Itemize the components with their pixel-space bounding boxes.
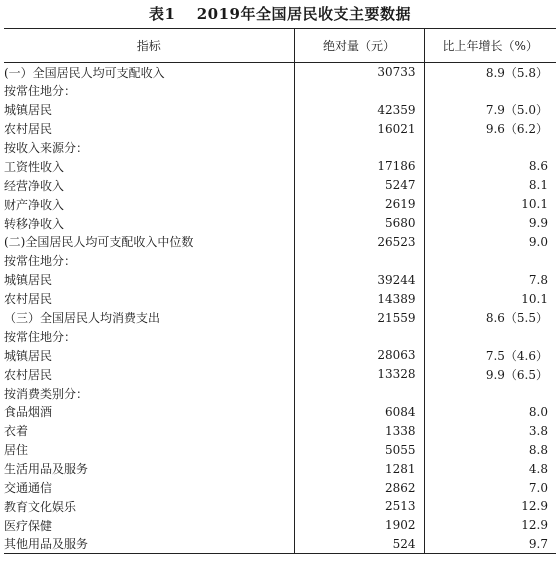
row-value [294,384,424,403]
row-label: (一）全国居民人均可支配收入 [4,65,165,80]
table-row [4,384,556,403]
table-row [4,81,556,100]
row-value: 2513 [294,497,424,516]
table-row [4,365,556,384]
row-label: 居住 [4,443,29,458]
header-absolute-amount: 绝对量（元） [294,29,424,63]
table-row [4,289,556,308]
row-growth: 8.9（5.8） [424,63,556,82]
row-value: 5247 [294,176,424,195]
row-value: 16021 [294,119,424,138]
table-row [4,497,556,516]
row-label: 农村居民 [4,367,53,382]
row-label: 城镇居民 [4,103,53,118]
row-value: 17186 [294,157,424,176]
table-row [4,195,556,214]
row-growth: 7.8 [424,270,556,289]
row-value: 13328 [294,365,424,384]
row-growth [424,81,556,100]
row-growth: 8.6（5.5） [424,308,556,327]
row-growth [424,251,556,270]
table-row [4,270,556,289]
row-label: 城镇居民 [4,348,53,363]
row-label: 按收入来源分： [4,141,89,155]
row-label: 医疗保健 [4,518,53,533]
row-growth [424,384,556,403]
row-label: 按常住地分： [4,254,77,269]
table-row [4,251,556,270]
row-value [294,327,424,346]
statistics-table [4,28,556,554]
row-growth: 12.9 [424,497,556,516]
table-row [4,176,556,195]
row-value: 39244 [294,270,424,289]
row-label: 食品烟酒 [4,405,53,420]
row-growth: 9.9（6.5） [424,365,556,384]
row-growth: 8.1 [424,176,556,195]
row-growth: 10.1 [424,289,556,308]
row-label: 经营净收入 [4,178,65,193]
row-value: 2862 [294,478,424,497]
row-value: 21559 [294,308,424,327]
row-value: 42359 [294,100,424,119]
row-value: 524 [294,535,424,554]
row-label: （三）全国居民人均消费支出 [4,311,161,326]
row-label: (二)全国居民人均可支配收入中位数 [4,235,194,250]
row-growth: 3.8 [424,421,556,440]
row-label: 转移净收入 [4,216,65,231]
row-value: 1281 [294,459,424,478]
row-growth: 8.8 [424,440,556,459]
row-value [294,138,424,157]
row-growth: 9.0 [424,233,556,252]
row-value: 30733 [294,63,424,82]
table-row [4,138,556,157]
row-growth: 7.0 [424,478,556,497]
row-label: 财产净收入 [4,197,65,212]
row-value [294,251,424,270]
row-value: 26523 [294,233,424,252]
header-growth-rate: 比上年增长（%） [424,29,556,63]
table-row [4,63,556,82]
table-row [4,421,556,440]
table-row [4,478,556,497]
row-label: 工资性收入 [4,159,65,174]
table-row [4,214,556,233]
table-header-row [4,29,556,63]
table-title: 表1 2019年全国居民收支主要数据 [149,5,411,23]
table-row [4,157,556,176]
row-label: 按常住地分： [4,329,77,344]
row-growth: 10.1 [424,195,556,214]
table-row [4,403,556,422]
row-value: 5055 [294,440,424,459]
row-growth: 9.7 [424,535,556,554]
row-label: 生活用品及服务 [4,462,89,477]
table-row [4,100,556,119]
row-label: 按消费类别分： [4,386,89,401]
table-row [4,308,556,327]
table-row [4,233,556,252]
row-value [294,81,424,100]
header-indicator: 指标 [4,29,294,63]
row-growth: 4.8 [424,459,556,478]
row-label: 衣着 [4,424,29,439]
row-label: 教育文化娱乐 [4,499,77,514]
table-row [4,346,556,365]
row-growth: 8.0 [424,403,556,422]
row-label: 农村居民 [4,292,53,307]
row-growth [424,138,556,157]
row-growth: 8.6 [424,157,556,176]
row-growth: 9.6（6.2） [424,119,556,138]
table-row [4,516,556,535]
row-value: 28063 [294,346,424,365]
row-value: 1902 [294,516,424,535]
row-label: 按常住地分： [4,84,77,99]
row-label: 其他用品及服务 [4,535,294,554]
row-value: 14389 [294,289,424,308]
row-label: 农村居民 [4,122,53,137]
row-value: 6084 [294,403,424,422]
row-value: 5680 [294,214,424,233]
table-row [4,535,556,554]
row-value: 2619 [294,195,424,214]
row-label: 交通通信 [4,481,53,496]
row-growth: 7.9（5.0） [424,100,556,119]
table-row [4,119,556,138]
table-row [4,327,556,346]
row-value: 1338 [294,421,424,440]
table-row [4,440,556,459]
row-growth: 7.5（4.6） [424,346,556,365]
table-row [4,459,556,478]
row-label: 城镇居民 [4,273,53,288]
row-growth: 12.9 [424,516,556,535]
row-growth: 9.9 [424,214,556,233]
row-growth [424,327,556,346]
